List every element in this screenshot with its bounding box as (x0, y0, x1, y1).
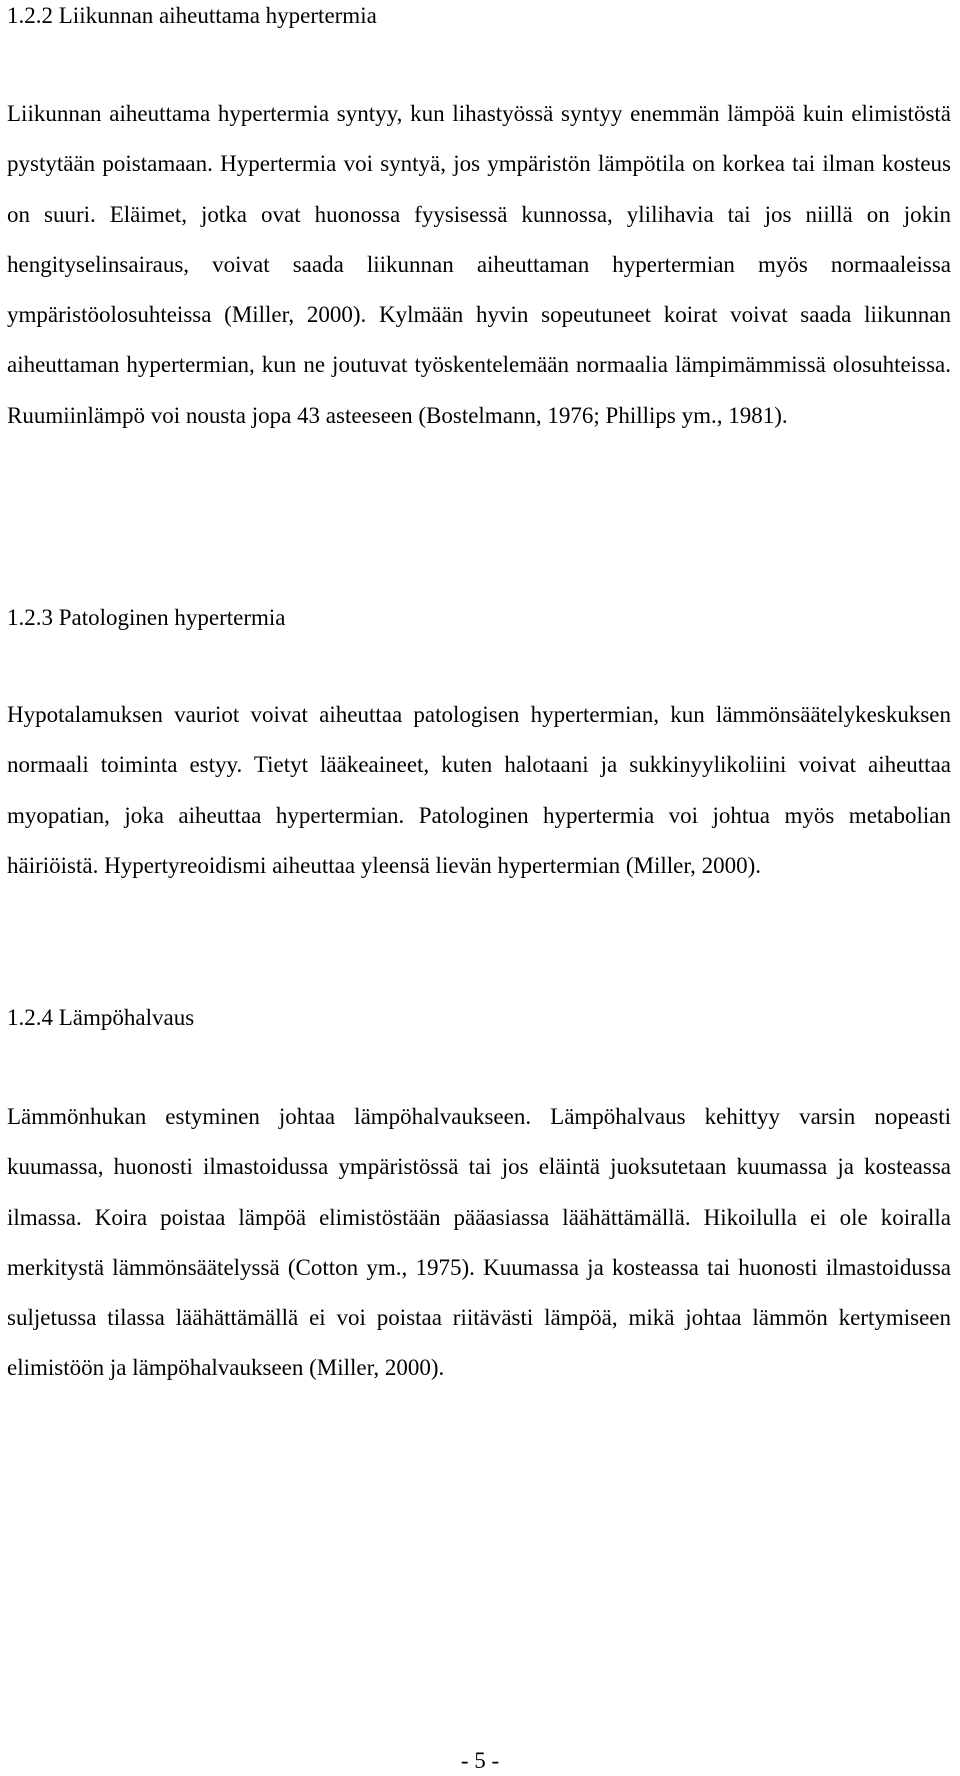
section-paragraph-patologinen-hypertermia: Hypotalamuksen vauriot voivat aiheuttaa patologisen hypertermian, kun lämmönsäätelykeskuksen normaali toiminta estyy. Tietyt lääkeaineet, kuten halotaani ja sukkinyylikoliini voivat aiheuttaa myopatian, joka aiheuttaa hypertermian. Patologinen hypertermia voi johtua myös metabolian häiriöistä. Hypertyreoidismi aiheuttaa yleensä lievän hypertermian (Miller, 2000). (7, 702, 951, 878)
section-heading-lampohalvaus: 1.2.4 Lämpöhalvaus (7, 1005, 195, 1030)
section-paragraph-liikunnan-hypertermia: Liikunnan aiheuttama hypertermia syntyy, kun lihastyössä syntyy enemmän lämpöä kuin elimistöstä pystytään poistamaan. Hypertermia voi syntyä, jos ympäristön lämpötila on korkea tai ilman kosteus on suuri. Eläimet, jotka ovat huonossa fyysisessä kunnossa, ylilihavia tai jos niillä on jokin hengityselinsairaus, voivat saada liikunnan aiheuttaman hypertermian myös normaaleissa ympäristöolosuhteissa (Miller, 2000). Kylmään hyvin sopeutuneet koirat voivat saada liikunnan aiheuttaman hypertermian, kun ne joutuvat työskentelemään normaalia lämpimämmissä olosuhteissa. Ruumiinlämpö voi nousta jopa 43 asteeseen (Bostelmann, 1976; Phillips ym., 1981). (7, 101, 951, 428)
section-paragraph-lampohalvaus: Lämmönhukan estyminen johtaa lämpöhalvaukseen. Lämpöhalvaus kehittyy varsin nopeasti kuumassa, huonosti ilmastoidussa ympäristössä tai jos eläintä juoksutetaan kuumassa ja kosteassa ilmassa. Koira poistaa lämpöä elimistöstään pääasiassa läähättämällä. Hikoilulla ei ole koiralla merkitystä lämmönsäätelyssä (Cotton ym., 1975). Kuumassa ja kosteassa tai huonosti ilmastoidussa suljetussa tilassa läähättämällä ei voi poistaa riitävästi lämpöä, mikä johtaa lämmön kertymiseen elimistöön ja lämpöhalvaukseen (Miller, 2000). (7, 1104, 951, 1381)
section-heading-patologinen-hypertermia: 1.2.3 Patologinen hypertermia (7, 605, 286, 630)
page-number: - 5 - (460, 1748, 500, 1773)
section-heading-liikunnan-hypertermia: 1.2.2 Liikunnan aiheuttama hypertermia (7, 3, 377, 28)
